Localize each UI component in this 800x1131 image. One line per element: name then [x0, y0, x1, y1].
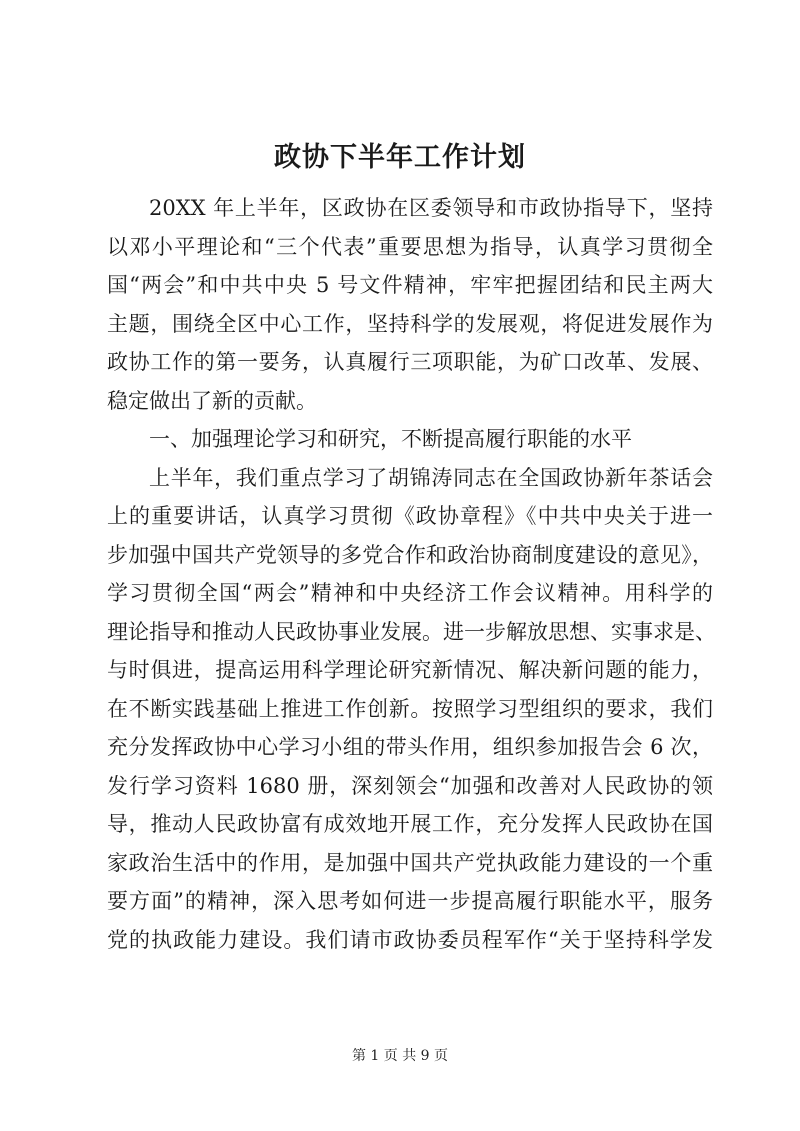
paragraph-line: 政协工作的第一要务，认真履行三项职能，为矿口改革、发展、 — [107, 350, 713, 374]
document-title: 政协下半年工作计划 — [274, 142, 526, 173]
paragraph-line: 要方面”的精神，深入思考如何进一步提高履行职能水平，服务 — [107, 889, 713, 913]
page-footer: 第 1 页 共 9 页 — [351, 1048, 449, 1064]
paragraph-line: 国“两会”和中共中央 5 号文件精神，牢牢把握团结和民主两大 — [107, 273, 713, 297]
paragraph-line: 以邓小平理论和“三个代表”重要思想为指导，认真学习贯彻全 — [107, 234, 713, 259]
paragraph-line: 党的执政能力建设。我们请市政协委员程军作“关于坚持科学发 — [107, 927, 713, 952]
paragraph-line: 家政治生活中的作用，是加强中国共产党执政能力建设的一个重 — [107, 850, 713, 875]
paragraph-line: 充分发挥政协中心学习小组的带头作用，组织参加报告会 6 次， — [107, 735, 713, 759]
paragraph-line: 发行学习资料 1680 册，深刻领会“加强和改善对人民政协的领 — [107, 773, 713, 798]
paragraph-line: 步加强中国共产党领导的多党合作和政治协商制度建设的意见》， — [107, 542, 713, 567]
paragraph-line: 上半年，我们重点学习了胡锦涛同志在全国政协新年茶话会 — [149, 465, 713, 490]
paragraph-line: 导，推动人民政协富有成效地开展工作，充分发挥人民政协在国 — [107, 812, 713, 836]
document-body — [107, 189, 716, 959]
paragraph-line: 在不断实践基础上推进工作创新。按照学习型组织的要求，我们 — [107, 696, 713, 721]
paragraph-line: 学习贯彻全国“两会”精神和中央经济工作会议精神。用科学的 — [107, 581, 713, 605]
paragraph-line: 上的重要讲话，认真学习贯彻《政协章程》《中共中央关于进一 — [107, 504, 713, 528]
paragraph-line: 理论指导和推动人民政协事业发展。进一步解放思想、实事求是、 — [107, 619, 716, 644]
section-heading: 一、加强理论学习和研究，不断提高履行职能的水平 — [149, 427, 632, 451]
paragraph-line: 主题，围绕全区中心工作，坚持科学的发展观，将促进发展作为 — [107, 311, 713, 336]
paragraph-line: 稳定做出了新的贡献。 — [107, 388, 317, 413]
paragraph-line: 与时俱进，提高运用科学理论研究新情况、解决新问题的能力， — [107, 658, 713, 682]
paragraph-line: 20XX 年上半年，区政协在区委领导和市政协指导下，坚持 — [149, 196, 713, 220]
